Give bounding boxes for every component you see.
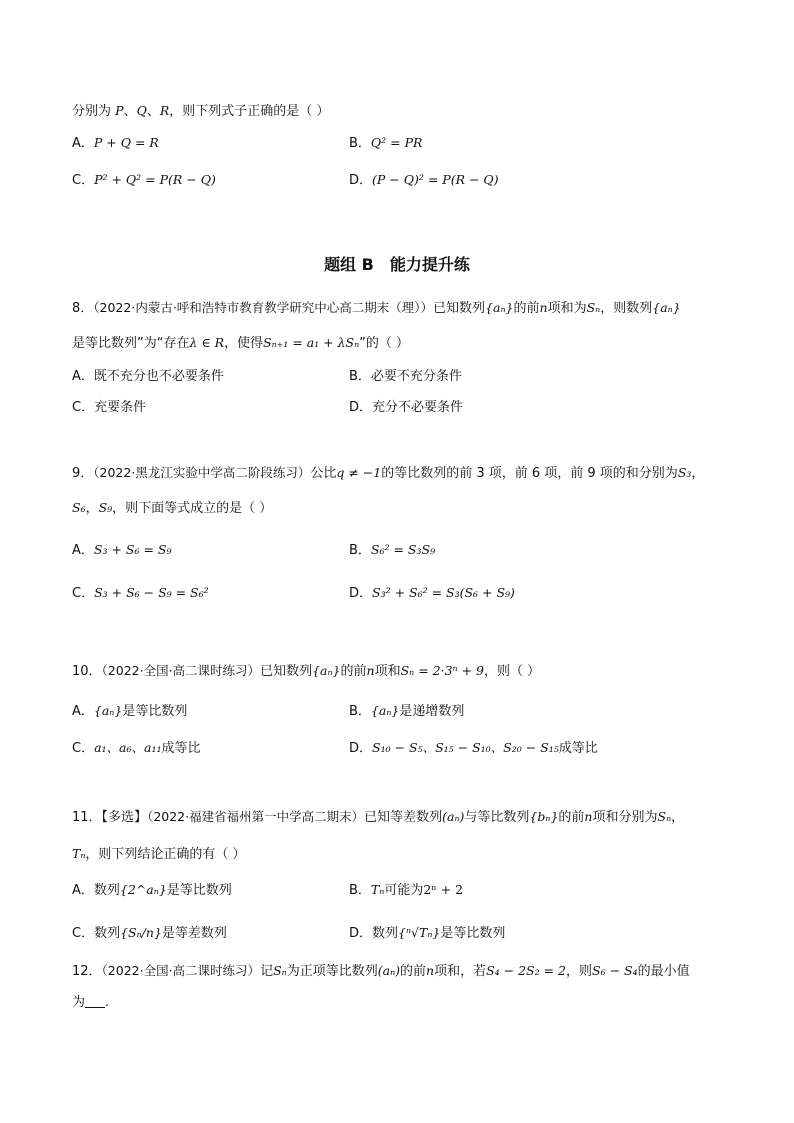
q10-choice-c[interactable]: C．a₁、a₆、a₁₁成等比 bbox=[72, 740, 201, 756]
q11-stem-line2: Tₙ，则下列结论正确的有（ ） bbox=[72, 846, 246, 862]
q12-stem-line1: 12．（2022·全国·高二课时练习）记Sₙ为正项等比数列(aₙ)的前n项和，若S₄ − 2S₂ = 2，则S₆ − S₄的最小值 bbox=[72, 963, 690, 979]
q8-stem-line2: 是等比数列”为“存在λ ∈ R，使得Sₙ₊₁ = a₁ + λSₙ”的（ ） bbox=[72, 335, 410, 351]
q11-choice-c[interactable]: C．数列{Sₙ/n}是等差数列 bbox=[72, 925, 227, 941]
q9-choice-c[interactable]: C．S₃ + S₆ − S₉ = S₆² bbox=[72, 585, 209, 601]
q11-multi-tag: 【多选】 bbox=[101, 810, 148, 825]
q10-choice-b[interactable]: B．{aₙ}是递增数列 bbox=[349, 703, 465, 719]
q8-choice-d[interactable]: D．充分不必要条件 bbox=[349, 400, 464, 415]
q9-choice-a[interactable]: A．S₃ + S₆ = S₉ bbox=[72, 542, 172, 558]
q10-choice-a[interactable]: A．{aₙ}是等比数列 bbox=[72, 703, 188, 719]
q7-choice-b[interactable]: B．Q² = PR bbox=[349, 135, 423, 151]
q9-source: （2022·黑龙江实验中学高二阶段练习） bbox=[93, 465, 311, 480]
q7-choice-c[interactable]: C．P² + Q² = P(R − Q) bbox=[72, 172, 216, 188]
q9-choice-b[interactable]: B．S₆² = S₃S₉ bbox=[349, 542, 436, 558]
q8-choice-b[interactable]: B．必要不充分条件 bbox=[349, 369, 462, 384]
q10-choice-d[interactable]: D．S₁₀ − S₅、S₁₅ − S₁₀、S₂₀ − S₁₅成等比 bbox=[349, 740, 598, 756]
q11-choice-b[interactable]: B．Tₙ可能为2ⁿ + 2 bbox=[349, 882, 464, 898]
q10-source: （2022·全国·高二课时练习） bbox=[101, 663, 261, 678]
q9-stem-line1: 9．（2022·黑龙江实验中学高二阶段练习）公比q ≠ −1的等比数列的前 3 项，前 6 项，前 9 项的和分别为S₃， bbox=[72, 465, 705, 481]
q9-choice-d[interactable]: D．S₃² + S₆² = S₃(S₆ + S₉) bbox=[349, 585, 515, 601]
q8-stem-line1: 8．（2022·内蒙古·呼和浩特市教育教学研究中心高二期末（理））已知数列{aₙ}的前n项和为Sₙ，则数列{aₙ} bbox=[72, 300, 681, 316]
var-q: Q bbox=[136, 103, 147, 118]
q8-choice-c[interactable]: C．充要条件 bbox=[72, 400, 147, 415]
q12-stem-line2: 为 . bbox=[72, 995, 110, 1010]
q11-choice-d[interactable]: D．数列{ⁿ√Tₙ}是等比数列 bbox=[349, 925, 506, 941]
q9-stem-line2: S₆，S₉，则下面等式成立的是（ ） bbox=[72, 500, 273, 516]
q10-stem: 10．（2022·全国·高二课时练习）已知数列{aₙ}的前n项和Sₙ = 2·3ⁿ + 9，则（ ） bbox=[72, 663, 541, 679]
q11-choice-a[interactable]: A．数列{2^aₙ}是等比数列 bbox=[72, 882, 232, 898]
q7-stem: 分别为 P、Q、R，则下列式子正确的是（ ） bbox=[72, 103, 330, 119]
q11-stem-line1: 11．【多选】（2022·福建省福州第一中学高二期末）已知等差数列(aₙ)与等比数列{bₙ}的前n项和分别为Sₙ， bbox=[72, 809, 685, 825]
q8-source: （2022·内蒙古·呼和浩特市教育教学研究中心高二期末（理）） bbox=[93, 300, 434, 315]
q8-choice-a[interactable]: A．既不充分也不必要条件 bbox=[72, 369, 224, 384]
section-title: 题组 B 能力提升练 bbox=[324, 255, 470, 274]
q12-source: （2022·全国·高二课时练习） bbox=[101, 963, 261, 978]
answer-blank[interactable] bbox=[85, 995, 105, 1008]
var-r: R bbox=[159, 103, 170, 118]
q7-choice-d[interactable]: D．(P − Q)² = P(R − Q) bbox=[349, 172, 499, 188]
var-p: P bbox=[115, 103, 124, 118]
q7-choice-a[interactable]: A．P + Q = R bbox=[72, 135, 159, 151]
q11-source: （2022·福建省福州第一中学高二期末） bbox=[147, 809, 365, 824]
